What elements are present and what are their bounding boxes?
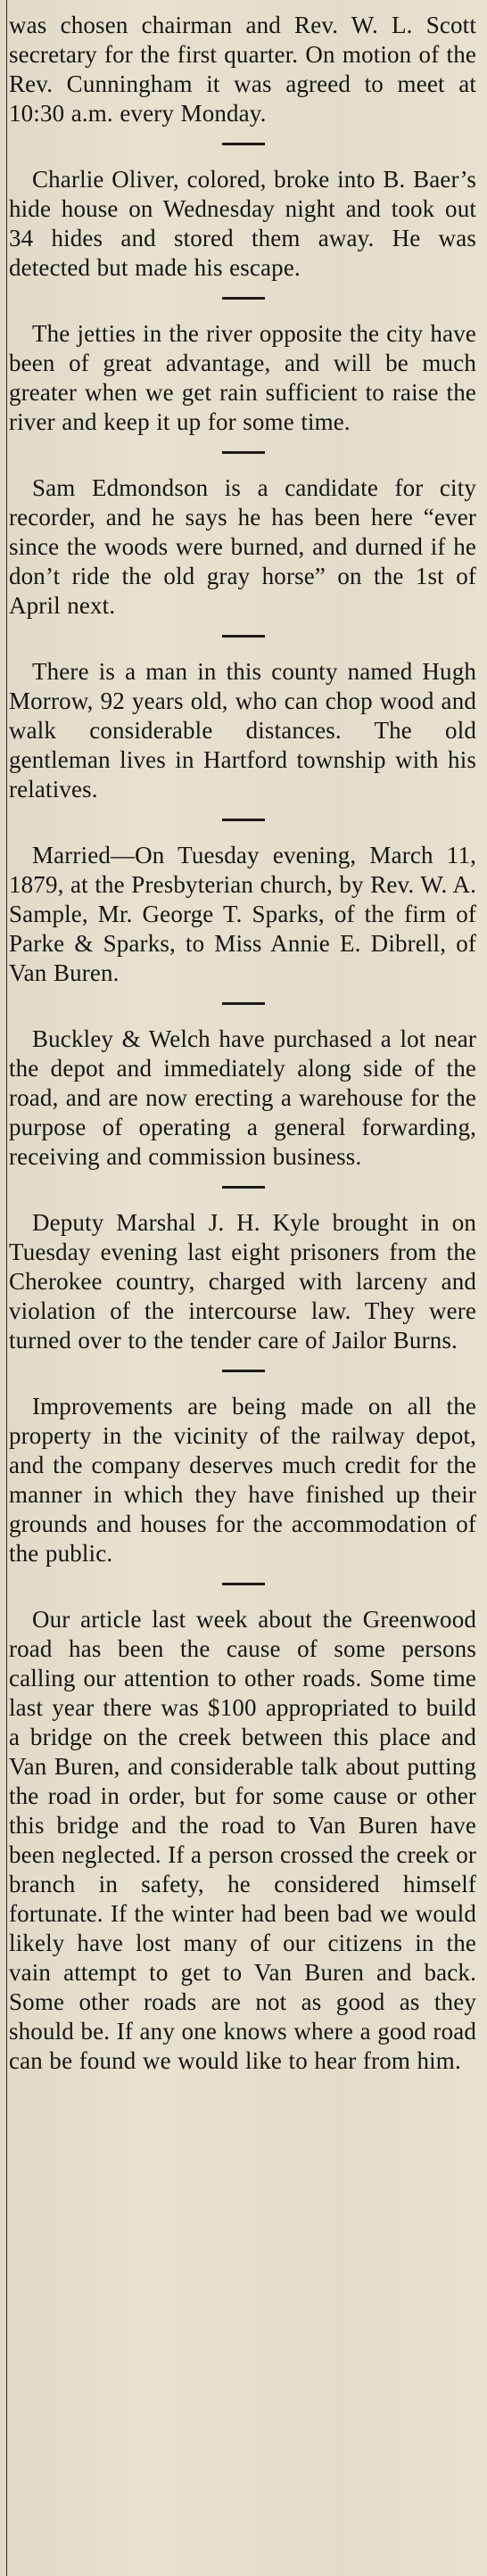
article-greenwood-road: Our article last week about the Greenwood road has been the cause of some persons calling our attention to other roads. Some time last year there was $100 appropriated to build a bridge on the creek between this place and Van Buren, and considerable talk about putting the road in order, but for some cause or other this bridge and the road to Van Buren have been neglected. If a person crossed the creek or branch in safety, he considered himself fortunate. If the winter had been bad we would likely have lost many of our citizens in the vain attempt to get to Van Buren and back. Some other roads are not as good as they should be. If any one knows where a good road can be found we would like to hear from him. xyxy=(9,1606,476,2074)
article-separator xyxy=(222,819,265,821)
article-river-jetties: The jetties in the river opposite the city have been of great advantage, and will be much greater when we get rain sufficient to raise the river and keep it up for some time. xyxy=(9,320,476,435)
article-separator xyxy=(222,635,265,638)
article-separator xyxy=(222,451,265,454)
article-separator xyxy=(222,1370,265,1372)
article-church-meeting: was chosen chairman and Rev. W. L. Scott secretary for the first quarter. On motion of the Rev. Cunningham it was agreed to meet at 10:30 a.m. every Monday. xyxy=(9,12,476,127)
article-deputy-marshal: Deputy Marshal J. H. Kyle brought in on Tuesday evening last eight prisoners from the Cherokee country, charged with larceny and violation of the intercourse law. They were turned over to the tender care of Jailor Burns. xyxy=(9,1209,476,1354)
left-column-rule xyxy=(0,0,7,2576)
article-separator xyxy=(222,1186,265,1189)
article-hugh-morrow: There is a man in this county named Hugh Morrow, 92 years old, who can chop wood and walk considerable distances. The old gentleman lives in Hartford township with his relatives. xyxy=(9,658,476,802)
article-separator xyxy=(222,1002,265,1005)
article-city-recorder-candidate: Sam Edmondson is a candidate for city recorder, and he says he has been here “ever since the woods were burned, and durned if he don’t ride the old gray horse” on the 1st of April next. xyxy=(9,474,476,619)
article-warehouse-purchase: Buckley & Welch have purchased a lot near the depot and immediately along side of the road, and are now erecting a warehouse for the purpose of operating a general forwarding, receiving and commission business. xyxy=(9,1025,476,1170)
article-list xyxy=(9,11,478,2092)
article-railway-improvements: Improvements are being made on all the property in the vicinity of the railway depot, and the company deserves much credit for the manner in which they have finished up their grounds and houses for the accommodation of the public. xyxy=(9,1393,476,1567)
article-hide-house-theft: Charlie Oliver, colored, broke into B. Baer’s hide house on Wednesday night and took out 34 hides and stored them away. He was detected but made his escape. xyxy=(9,166,476,281)
article-separator xyxy=(222,297,265,300)
article-separator xyxy=(222,1583,265,1585)
article-marriage-notice: Married—On Tuesday evening, March 11, 1879, at the Presbyterian church, by Rev. W. A. Sample, Mr. George T. Sparks, of the firm of Parke & Sparks, to Miss Annie E. Dibrell, of Van Buren. xyxy=(9,842,476,986)
bottom-space xyxy=(9,2076,478,2092)
article-separator xyxy=(222,143,265,145)
